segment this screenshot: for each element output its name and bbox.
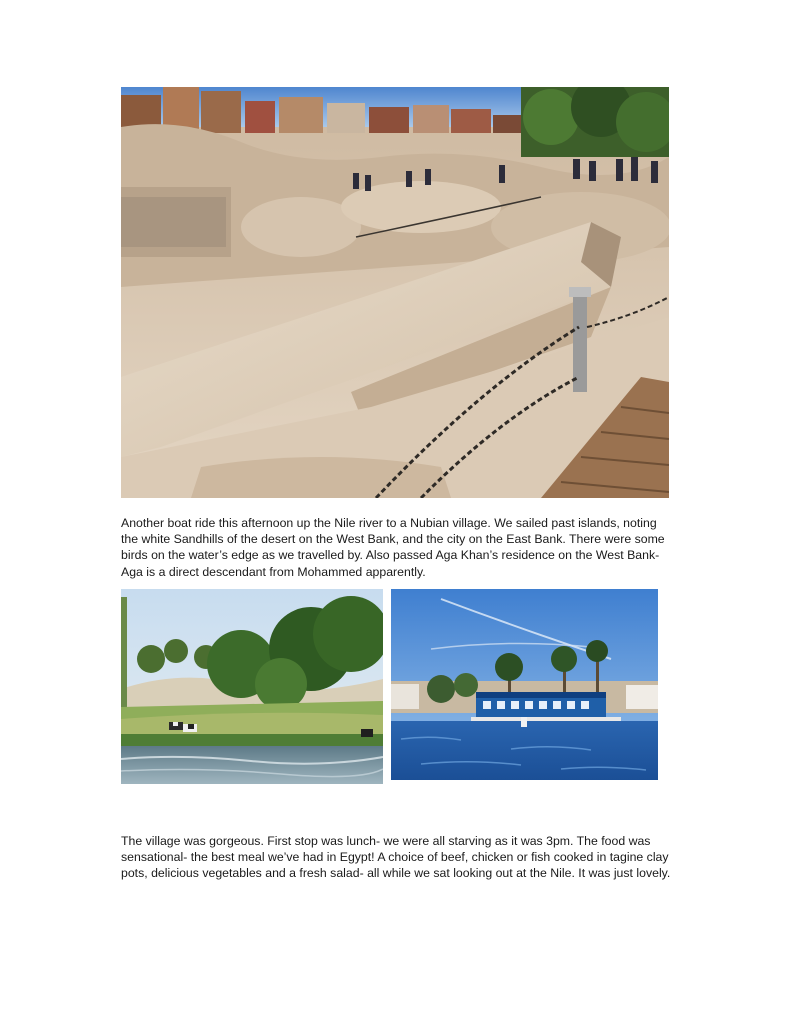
paragraph-village-lunch: The village was gorgeous. First stop was lunch- we were all starving as it was 3pm. The food was sensational- the best meal we’ve had in Egypt! A choice of beef, chicken or fish cooked in tagine clay pots, delicious vegetables and a fresh salad- all while we sat looking out at the Nile. It was just lovely. — [121, 834, 671, 881]
paragraph-boat-ride: Another boat ride this afternoon up the Nile river to a Nubian village. We sailed past islands, noting the white Sandhills of the desert on the West Bank, and the city on the East Bank. There were some birds on the water’s edge as we travelled by. Also passed Aga Khan’s residence on the West Bank- Aga is a direct descendant from Mohammed apparently. — [121, 516, 665, 579]
nubian-waterfront-photo — [391, 589, 658, 780]
nile-riverbank-photo — [121, 589, 383, 784]
unfinished-obelisk-photo — [121, 87, 669, 498]
